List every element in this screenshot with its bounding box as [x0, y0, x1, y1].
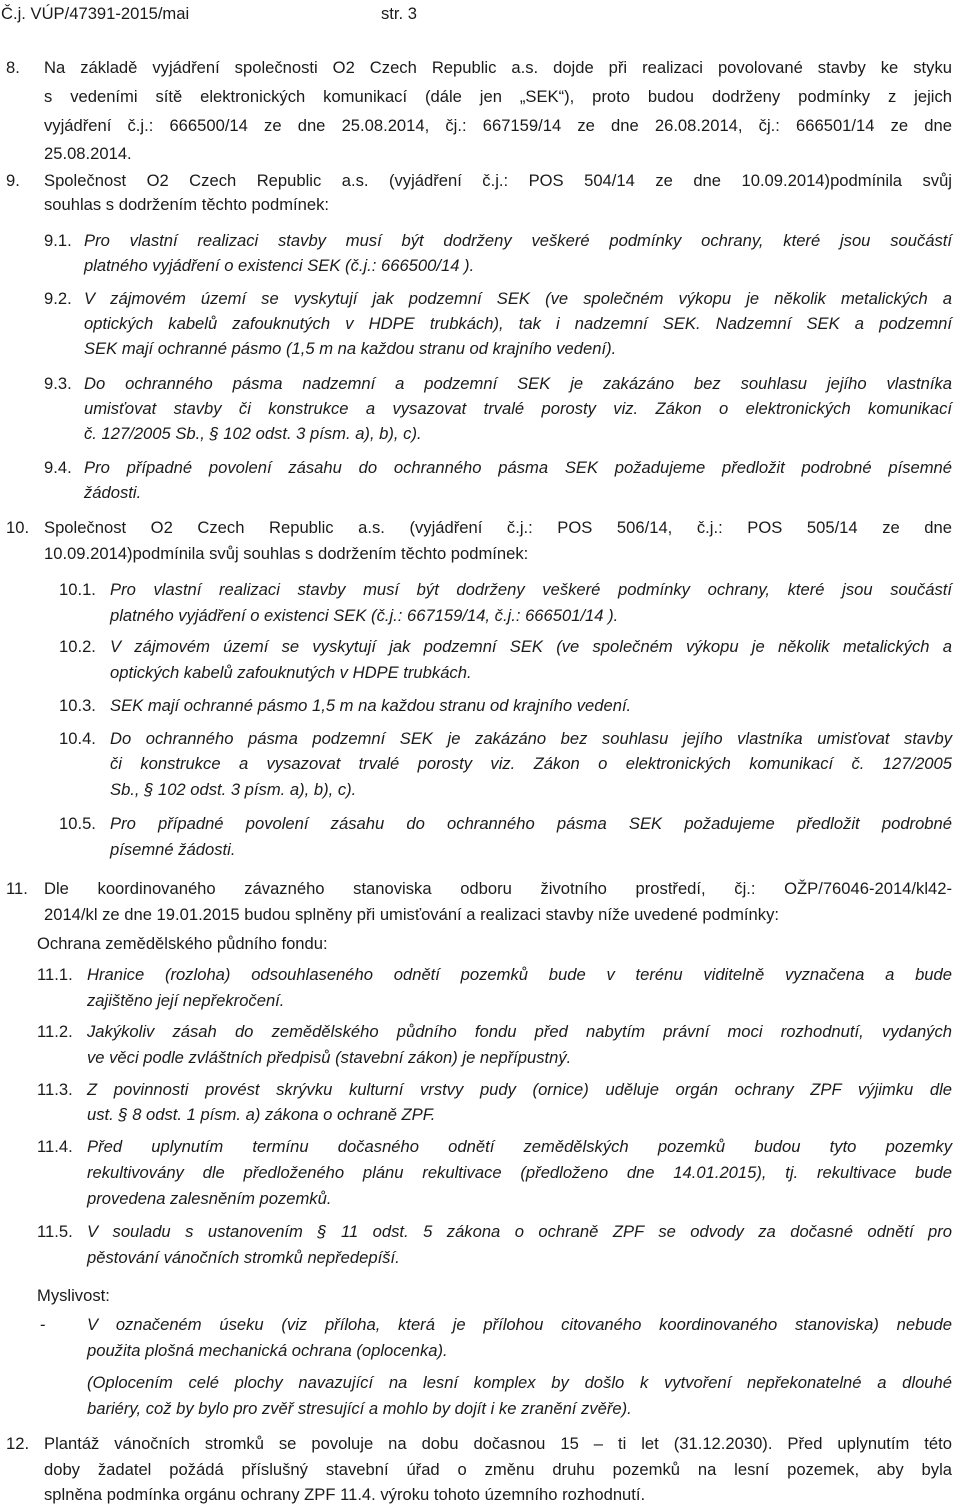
- item-10-5-line-2: písemné žádosti.: [110, 840, 236, 859]
- item-8-line-2: s vedeními sítě elektronických komunikací (dále jen „SEK“), proto budou dodrženy podmínky z jejich: [44, 87, 952, 106]
- item-11-1-line-1: Hranice (rozloha) odsouhlaseného odnětí pozemků bude v terénu viditelně vyznačena a bude: [87, 965, 952, 984]
- item-12-line-1: Plantáž vánočních stromků se povoluje na dobu dočasnou 15 – ti let (31.12.2030). Před uplynutím této: [44, 1434, 952, 1453]
- item-10-line-2: 10.09.2014)podmínila svůj souhlas s dodržením těchto podmínek:: [44, 544, 529, 563]
- item-10-line-1: Společnost O2 Czech Republic a.s. (vyjádření č.j.: POS 506/14, č.j.: POS 505/14 ze dne: [44, 518, 952, 537]
- item-11-5-line-2: pěstování vánočních stromků nepředepíší.: [87, 1248, 400, 1267]
- item-10-4-line-1: Do ochranného pásma podzemní SEK je zakázáno bez souhlasu jejího vlastníka umisťovat stavby: [110, 729, 952, 748]
- item-11-2-line-1: Jakýkoliv zásah do zemědělského půdního fondu před nabytím právní moci rozhodnutí, vydaných: [87, 1022, 952, 1041]
- item-10-3-line-1: SEK mají ochranné pásmo 1,5 m na každou stranu od krajního vedení.: [110, 696, 632, 715]
- item-10-3-number: 10.3.: [59, 696, 96, 715]
- item-11-4-line-1: Před uplynutím termínu dočasného odnětí zemědělských pozemků budou tyto pozemky: [87, 1137, 952, 1156]
- item-10-5-number: 10.5.: [59, 814, 96, 833]
- item-9-2-line-1: V zájmovém území se vyskytují jak podzemní SEK (ve společném výkopu je několik metalických a: [84, 289, 952, 308]
- item-11-4-line-2: rekultivovány dle předloženého plánu rekultivace (předloženo dne 14.01.2015), tj. rekultivace bude: [87, 1163, 952, 1182]
- item-9-4-line-2: žádosti.: [84, 483, 142, 502]
- item-9-4-number: 9.4.: [44, 458, 72, 477]
- document-reference: Č.j. VÚP/47391-2015/mai: [1, 4, 190, 23]
- item-11-line-1: Dle koordinovaného závazného stanoviska odboru životního prostředí, čj.: OŽP/76046-2014/kl42-: [44, 879, 952, 898]
- item-11-2-number: 11.2.: [37, 1022, 73, 1041]
- item-9-2-line-3: SEK mají ochranné pásmo (1,5 m na každou stranu od krajního vedení).: [84, 339, 617, 358]
- item-9-4-line-1: Pro případné povolení zásahu do ochranného pásma SEK požadujeme předložit podrobné písemné: [84, 458, 952, 477]
- item-8-number: 8.: [6, 58, 20, 77]
- item-8-line-4: 25.08.2014.: [44, 144, 132, 163]
- zpf-heading: Ochrana zemědělského půdního fondu:: [37, 934, 328, 953]
- item-10-5-line-1: Pro případné povolení zásahu do ochranného pásma SEK požadujeme předložit podrobné: [110, 814, 952, 833]
- item-9-3-line-1: Do ochranného pásma nadzemní a podzemní SEK je zakázáno bez souhlasu jejího vlastníka: [84, 374, 952, 393]
- item-9-1-number: 9.1.: [44, 231, 72, 250]
- myslivost-line-3: (Oplocením celé plochy navazující na lesní komplex by došlo k vytvoření nepřekonatelné a dlouhé: [87, 1373, 952, 1392]
- item-8-line-3: vyjádření č.j.: 666500/14 ze dne 25.08.2014, čj.: 667159/14 ze dne 26.08.2014, čj.: 666501/14 ze dne: [44, 116, 952, 135]
- item-10-2-number: 10.2.: [59, 637, 96, 656]
- item-12-line-3: splněna podmínka orgánu ochrany ZPF 11.4. výroku tohoto územního rozhodnutí.: [44, 1485, 646, 1504]
- myslivost-line-2: použita plošná mechanická ochrana (oplocenka).: [87, 1341, 448, 1360]
- item-10-4-number: 10.4.: [59, 729, 96, 748]
- item-9-3-number: 9.3.: [44, 374, 72, 393]
- item-11-4-number: 11.4.: [37, 1137, 73, 1156]
- item-10-4-line-2: či konstrukce a vysazovat trvalé porosty viz. Zákon o elektronických komunikací č. 127/2005: [110, 754, 952, 773]
- item-11-5-line-1: V souladu s ustanovením § 11 odst. 5 zákona o ochraně ZPF se odvody za dočasné odnětí pro: [87, 1222, 952, 1241]
- item-10-1-line-1: Pro vlastní realizaci stavby musí být dodrženy veškeré podmínky ochrany, které jsou součástí: [110, 580, 952, 599]
- item-9-3-line-3: č. 127/2005 Sb., § 102 odst. 3 písm. a), b), c).: [84, 424, 422, 443]
- item-11-1-line-2: zajištěno její nepřekročení.: [87, 991, 285, 1010]
- item-10-2-line-1: V zájmovém území se vyskytují jak podzemní SEK (ve společném výkopu je několik metalických a: [110, 637, 952, 656]
- item-11-5-number: 11.5.: [37, 1222, 73, 1241]
- item-9-number: 9.: [6, 171, 20, 190]
- myslivost-heading: Myslivost:: [37, 1286, 110, 1305]
- item-10-1-number: 10.1.: [59, 580, 96, 599]
- myslivost-line-1: V označeném úseku (viz příloha, která je přílohou citovaného koordinovaného stanoviska) nebude: [87, 1315, 952, 1334]
- item-9-1-line-1: Pro vlastní realizaci stavby musí být dodrženy veškeré podmínky ochrany, které jsou součástí: [84, 231, 952, 250]
- item-8-line-1: Na základě vyjádření společnosti O2 Czech Republic a.s. dojde při realizaci povolované stavby ke styku: [44, 58, 952, 77]
- item-9-2-line-2: optických kabelů zafouknutých v HDPE trubkách), tak i nadzemní SEK. Nadzemní SEK a podzemní: [84, 314, 952, 333]
- item-9-line-1: Společnost O2 Czech Republic a.s. (vyjádření č.j.: POS 504/14 ze dne 10.09.2014)podmínila svůj: [44, 171, 952, 190]
- item-12-line-2: doby žadatel požádá příslušný stavební úřad o změnu druhu pozemků na lesní pozemek, aby byla: [44, 1460, 952, 1479]
- item-11-line-2: 2014/kl ze dne 19.01.2015 budou splněny při umisťování a realizaci stavby níže uvedené podmínky:: [44, 905, 779, 924]
- item-11-3-line-1: Z povinnosti provést skrývku kulturní vrstvy pudy (ornice) uděluje orgán ochrany ZPF výjimku dle: [87, 1080, 952, 1099]
- item-9-line-2: souhlas s dodržením těchto podmínek:: [44, 195, 330, 214]
- item-11-4-line-3: provedena zalesněním pozemků.: [87, 1189, 332, 1208]
- item-9-2-number: 9.2.: [44, 289, 72, 308]
- item-9-3-line-2: umisťovat stavby či konstrukce a vysazovat trvalé porosty viz. Zákon o elektronických komunikací: [84, 399, 952, 418]
- item-11-1-number: 11.1.: [37, 965, 73, 984]
- page-number: str. 3: [381, 4, 417, 23]
- myslivost-dash: -: [40, 1315, 46, 1334]
- item-9-1-line-2: platného vyjádření o existenci SEK (č.j.: 666500/14 ).: [84, 256, 475, 275]
- item-11-3-line-2: ust. § 8 odst. 1 písm. a) zákona o ochraně ZPF.: [87, 1105, 436, 1124]
- item-10-number: 10.: [6, 518, 30, 537]
- item-10-4-line-3: Sb., § 102 odst. 3 písm. a), b), c).: [110, 780, 357, 799]
- myslivost-line-4: bariéry, což by bylo pro zvěř stresující a mohlo by dojít i ke zranění zvěře).: [87, 1399, 632, 1418]
- item-10-2-line-2: optických kabelů zafouknutých v HDPE trubkách.: [110, 663, 472, 682]
- item-12-number: 12.: [6, 1434, 30, 1453]
- item-11-number: 11.: [6, 879, 28, 898]
- item-10-1-line-2: platného vyjádření o existenci SEK (č.j.: 667159/14, č.j.: 666501/14 ).: [110, 606, 619, 625]
- item-11-3-number: 11.3.: [37, 1080, 73, 1099]
- item-11-2-line-2: ve věci podle zvláštních předpisů (stavební zákon) je nepřípustný.: [87, 1048, 572, 1067]
